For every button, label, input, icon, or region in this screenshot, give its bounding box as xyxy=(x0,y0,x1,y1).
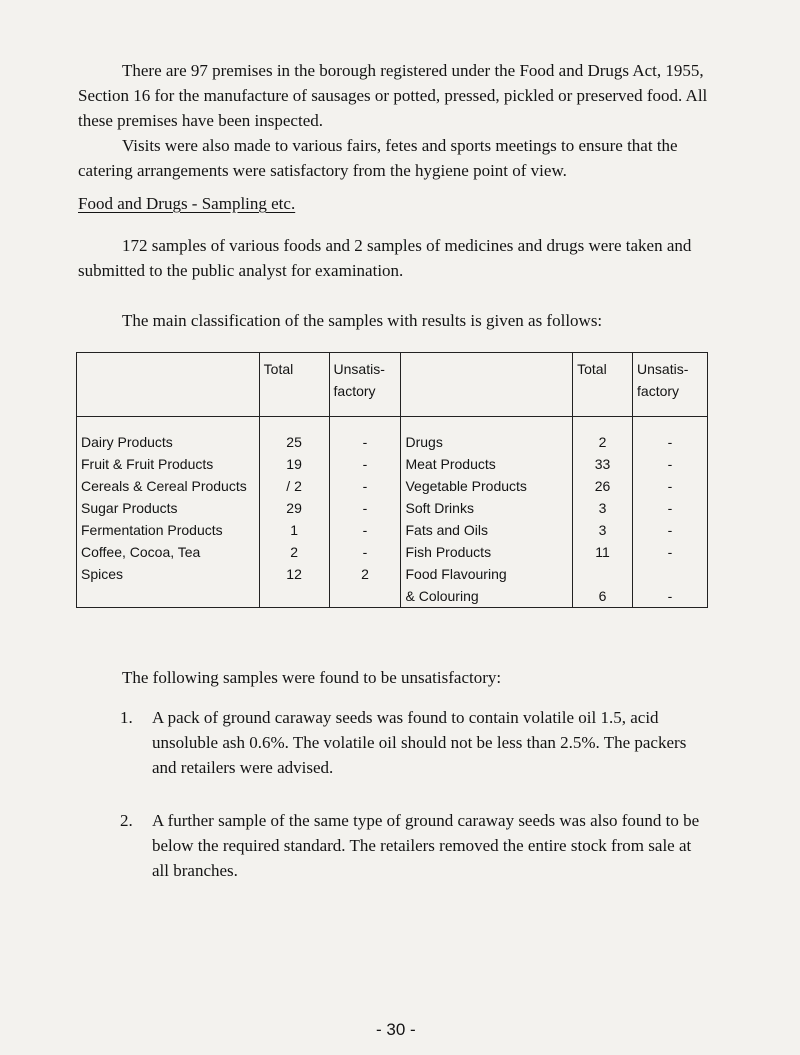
cell-unsatisfactory: - xyxy=(633,541,708,563)
table-row xyxy=(77,453,708,475)
cell-unsatisfactory: - xyxy=(633,497,708,519)
table-row xyxy=(77,541,708,563)
cell-total: 33 xyxy=(573,453,633,475)
section-heading: Food and Drugs - Sampling etc. xyxy=(78,194,296,213)
cell-total: 3 xyxy=(573,519,633,541)
cell-unsatisfactory xyxy=(329,585,401,608)
list-item-text: A further sample of the same type of ground caraway seeds was also found to be below the required standard. The retailers removed the entire stock from sale at all branches. xyxy=(152,811,700,880)
header-unsatisfactory-right: Unsatis- factory xyxy=(633,353,708,417)
header-category-left xyxy=(77,353,260,417)
cell-unsatisfactory: 2 xyxy=(329,563,401,585)
table-row xyxy=(77,475,708,497)
cell-unsatisfactory: - xyxy=(633,519,708,541)
cell-unsatisfactory: - xyxy=(633,475,708,497)
cell-category: Cereals & Cereal Products xyxy=(77,475,260,497)
cell-unsatisfactory xyxy=(633,563,708,585)
paragraph-classification: The main classification of the samples with results is given as follows: xyxy=(122,311,603,330)
cell-unsatisfactory: - xyxy=(329,417,401,454)
cell-category: Vegetable Products xyxy=(401,475,573,497)
samples-table xyxy=(76,352,708,608)
cell-unsatisfactory: - xyxy=(329,541,401,563)
cell-category: Meat Products xyxy=(401,453,573,475)
cell-unsatisfactory: - xyxy=(633,585,708,608)
paragraph-premises: There are 97 premises in the borough registered under the Food and Drugs Act, 1955, Section 16 for the manufacture of sausages or potted, pressed, pickled or preserved food. All these premises have been inspected. xyxy=(78,61,708,130)
cell-total: 12 xyxy=(259,563,329,585)
cell-total: 1 xyxy=(259,519,329,541)
cell-category: Fruit & Fruit Products xyxy=(77,453,260,475)
paragraph-following: The following samples were found to be unsatisfactory: xyxy=(122,668,502,687)
table-row xyxy=(77,563,708,585)
cell-category: Soft Drinks xyxy=(401,497,573,519)
list-item-number: 2. xyxy=(120,811,133,830)
cell-total: 26 xyxy=(573,475,633,497)
header-unsatisfactory-left: Unsatis- factory xyxy=(329,353,401,417)
list-item-number: 1. xyxy=(120,708,133,727)
table-row xyxy=(77,417,708,454)
header-total-right: Total xyxy=(573,353,633,417)
cell-category: Fermentation Products xyxy=(77,519,260,541)
cell-total: 11 xyxy=(573,541,633,563)
cell-total: 2 xyxy=(259,541,329,563)
cell-total: 29 xyxy=(259,497,329,519)
paragraph-samples: 172 samples of various foods and 2 samples of medicines and drugs were taken and submitted to the public analyst for examination. xyxy=(78,236,692,280)
cell-total: 19 xyxy=(259,453,329,475)
list-item-text: A pack of ground caraway seeds was found to contain volatile oil 1.5, acid unsoluble ash 0.6%. The volatile oil should not be less than 2.5%. The packers and retailers were advised. xyxy=(152,708,687,777)
header-category-right xyxy=(401,353,573,417)
cell-unsatisfactory: - xyxy=(329,497,401,519)
cell-unsatisfactory: - xyxy=(633,417,708,454)
cell-category: Dairy Products xyxy=(77,417,260,454)
table-row xyxy=(77,519,708,541)
cell-total xyxy=(259,585,329,608)
cell-category: Spices xyxy=(77,563,260,585)
cell-total: 25 xyxy=(259,417,329,454)
table-header-row xyxy=(77,353,708,417)
cell-unsatisfactory: - xyxy=(329,475,401,497)
cell-unsatisfactory: - xyxy=(633,453,708,475)
cell-category: Drugs xyxy=(401,417,573,454)
cell-total xyxy=(573,563,633,585)
cell-total: 2 xyxy=(573,417,633,454)
cell-category: Fish Products xyxy=(401,541,573,563)
table-row xyxy=(77,497,708,519)
page-number: - 30 - xyxy=(376,1020,416,1039)
cell-category: Food Flavouring xyxy=(401,563,573,585)
header-total-left: Total xyxy=(259,353,329,417)
cell-total: / 2 xyxy=(259,475,329,497)
cell-category xyxy=(77,585,260,608)
cell-unsatisfactory: - xyxy=(329,519,401,541)
cell-category: Sugar Products xyxy=(77,497,260,519)
paragraph-visits: Visits were also made to various fairs, fetes and sports meetings to ensure that the catering arrangements were satisfactory from the hygiene point of view. xyxy=(78,136,678,180)
cell-total: 3 xyxy=(573,497,633,519)
cell-category: & Colouring xyxy=(401,585,573,608)
cell-category: Coffee, Cocoa, Tea xyxy=(77,541,260,563)
cell-category: Fats and Oils xyxy=(401,519,573,541)
table-row xyxy=(77,585,708,608)
cell-unsatisfactory: - xyxy=(329,453,401,475)
cell-total: 6 xyxy=(573,585,633,608)
